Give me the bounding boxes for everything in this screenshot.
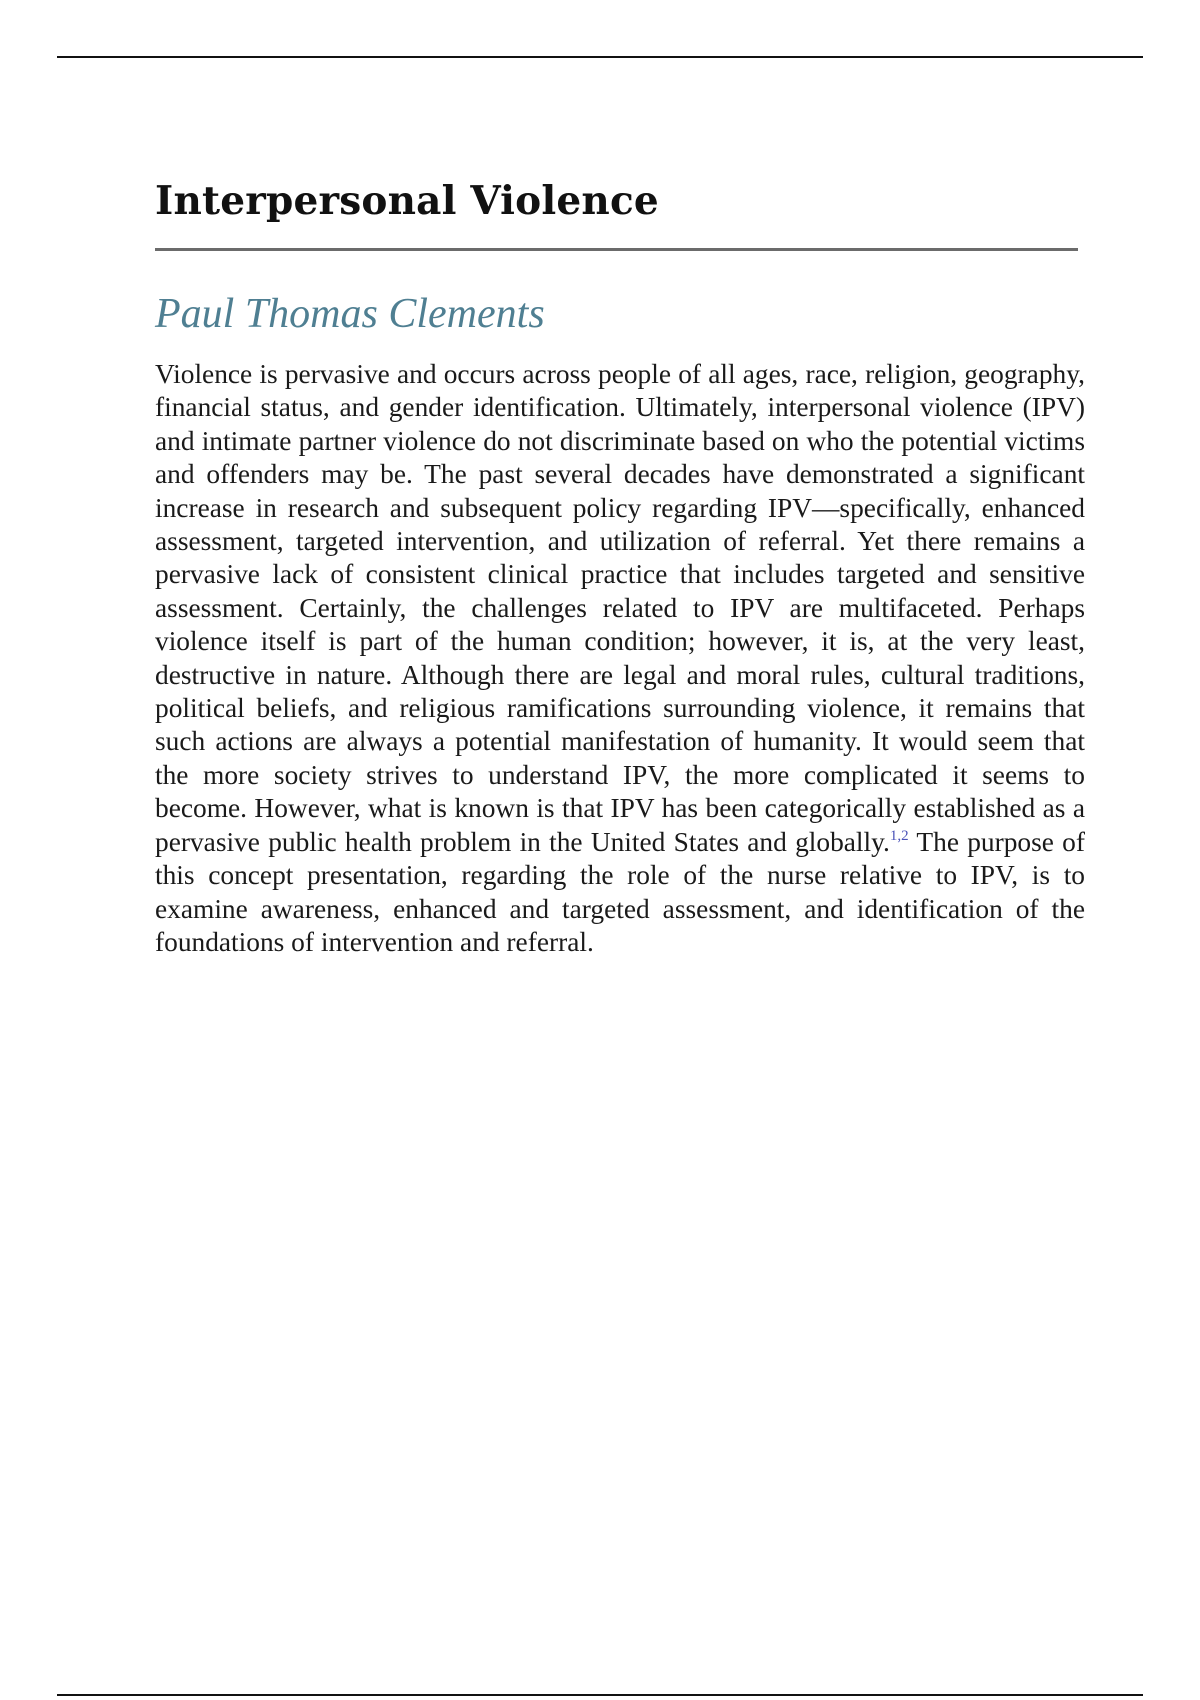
chapter-title: Interpersonal Violence <box>155 178 659 224</box>
paragraph-text-main: Violence is pervasive and occurs across people of all ages, race, religion, geography, financial status, and gender identification. Ultimately, interpersonal violence (IPV) and intimate partner violence do not discriminate based on who the potential victims and offenders may be. The past several decades have demonstrated a significant increase in research and subsequent policy regarding IPV—specifically, enhanced assessment, targeted intervention, and utilization of referral. Yet there remains a pervasive lack of consistent clinical practice that includes targeted and sensitive assessment. Certainly, the challenges related to IPV are multifaceted. Perhaps violence itself is part of the human condition; however, it is, at the very least, destructive in nature. Although there are legal and moral rules, cultural traditions, political beliefs, and religious ramifications surrounding violence, it remains that such actions are always a potential manifestation of humanity. It would seem that the more society strives to understand IPV, the more complicated it seems to become. However, what is known is that IPV has been categorically established as a pervasive public health problem in the United States and globally. <box>155 359 1085 857</box>
bottom-page-rule <box>57 1694 1143 1696</box>
title-underline <box>155 248 1078 251</box>
top-page-rule <box>57 56 1143 58</box>
author-name: Paul Thomas Clements <box>155 291 545 337</box>
paragraph-text-continued: The purpose of this concept presentation, regarding the role of the nurse relative to IPV, is to examine awareness, enhanced and targeted assessment, and identification of the foundations of intervention and referral. <box>155 826 1085 957</box>
body-paragraph <box>155 358 1085 959</box>
citation-link[interactable]: 1,2 <box>889 827 909 844</box>
